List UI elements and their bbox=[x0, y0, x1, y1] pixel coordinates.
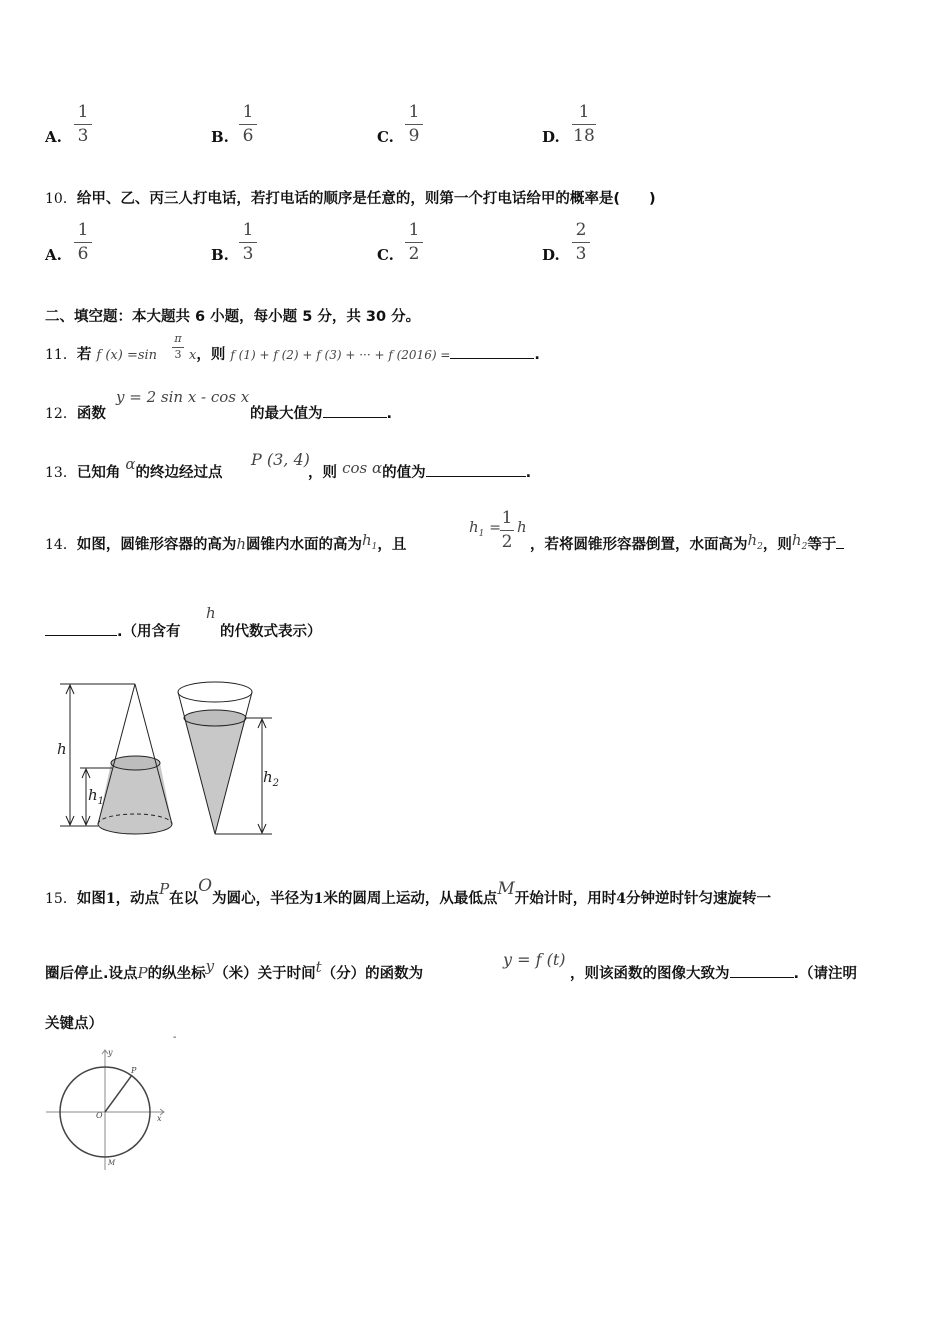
question-13: 13．已知角 α的终边经过点 bbox=[45, 455, 223, 481]
stray-dash: - bbox=[173, 1032, 177, 1043]
fig-label-h1: $h_1$ bbox=[88, 786, 105, 807]
question-15-line2: 圈后停止.设点P的纵坐标y（米）关于时间t（分）的函数为 bbox=[45, 957, 424, 982]
question-11-cont: x，则 f (1) + f (2) + f (3) + ··· + f (2016) = . bbox=[189, 343, 540, 364]
question-12: 12．函数 bbox=[45, 406, 106, 422]
upright-cone bbox=[60, 684, 172, 834]
question-14-cont: ，若将圆锥形容器倒置，水面高为$h_2$，则$h_2$等于 bbox=[530, 533, 844, 556]
q14-equation: $h_1$ = bbox=[469, 518, 501, 539]
question-13-cont: ，则 cos α的值为 . bbox=[308, 459, 532, 481]
q9-option-c-fraction: 1 9 bbox=[405, 102, 423, 146]
q13-point: P (3, 4) bbox=[251, 450, 310, 469]
question-11: 11．若 f (x) =sin bbox=[45, 347, 158, 363]
q14-equation-h: h bbox=[517, 518, 527, 536]
q10-option-a-label: A. bbox=[45, 246, 62, 264]
q10-option-a-fraction: 1 6 bbox=[74, 220, 92, 264]
question-14-line2: .（用含有 bbox=[45, 620, 181, 641]
q9-option-b-fraction: 1 6 bbox=[239, 102, 257, 146]
question-15: 15．如图1，动点P在以O为圆心，半径为1米的圆周上运动，从最低点M开始计时，用时4分钟逆时针匀速旋转一 bbox=[45, 876, 772, 907]
q10-option-d-fraction: 2 3 bbox=[572, 220, 590, 264]
q9-option-d-label: D. bbox=[542, 128, 560, 146]
question-12-cont: 的最大值为 . bbox=[250, 402, 392, 423]
inverted-cone bbox=[178, 682, 272, 834]
fig-label-o: O bbox=[96, 1111, 103, 1120]
q9-option-d-fraction: 1 18 bbox=[573, 102, 595, 146]
fig-label-h2: $h_2$ bbox=[263, 768, 280, 789]
q14-h-symbol: h bbox=[206, 604, 216, 622]
q9-option-b-label: B. bbox=[211, 128, 229, 146]
q10-option-b-label: B. bbox=[211, 246, 229, 264]
q10-option-c-fraction: 1 2 bbox=[405, 220, 423, 264]
section-2-title: 二、填空题：本大题共 6 小题，每小题 5 分，共 30 分。 bbox=[45, 309, 421, 325]
radius-op bbox=[105, 1075, 132, 1112]
q15-function: y = f (t) bbox=[503, 950, 566, 969]
question-14: 14．如图，圆锥形容器的高为h圆锥内水面的高为$h_1$，且 bbox=[45, 531, 407, 553]
question-15-line3: 关键点） bbox=[45, 1016, 103, 1032]
cone-figure bbox=[50, 672, 290, 847]
q11-pi-fraction: π 3 bbox=[172, 333, 184, 361]
question-10: 10．给甲、乙、丙三人打电话，若打电话的顺序是任意的，则第一个打电话给甲的概率是( ) bbox=[45, 191, 656, 207]
fig-label-y: y bbox=[108, 1048, 113, 1057]
question-15-line2-cont: ，则该函数的图像大致为 .（请注明 bbox=[570, 962, 857, 983]
fig-label-x: x bbox=[157, 1114, 162, 1123]
fig-label-h: h bbox=[57, 740, 67, 758]
fig-label-m: M bbox=[108, 1159, 116, 1167]
q10-option-b-fraction: 1 3 bbox=[239, 220, 257, 264]
q9-option-a-label: A. bbox=[45, 128, 62, 146]
q14-half-fraction: 1 2 bbox=[501, 508, 513, 552]
question-14-line2-tail: 的代数式表示） bbox=[220, 624, 322, 640]
q10-option-d-label: D. bbox=[542, 246, 560, 264]
q10-option-c-label: C. bbox=[377, 246, 394, 264]
fig-label-p: P bbox=[131, 1066, 137, 1075]
q12-formula: y = 2 sin x - cos x bbox=[116, 388, 250, 406]
circle-figure bbox=[44, 1044, 174, 1174]
q9-option-c-label: C. bbox=[377, 128, 394, 146]
q9-option-a-fraction: 1 3 bbox=[74, 102, 92, 146]
